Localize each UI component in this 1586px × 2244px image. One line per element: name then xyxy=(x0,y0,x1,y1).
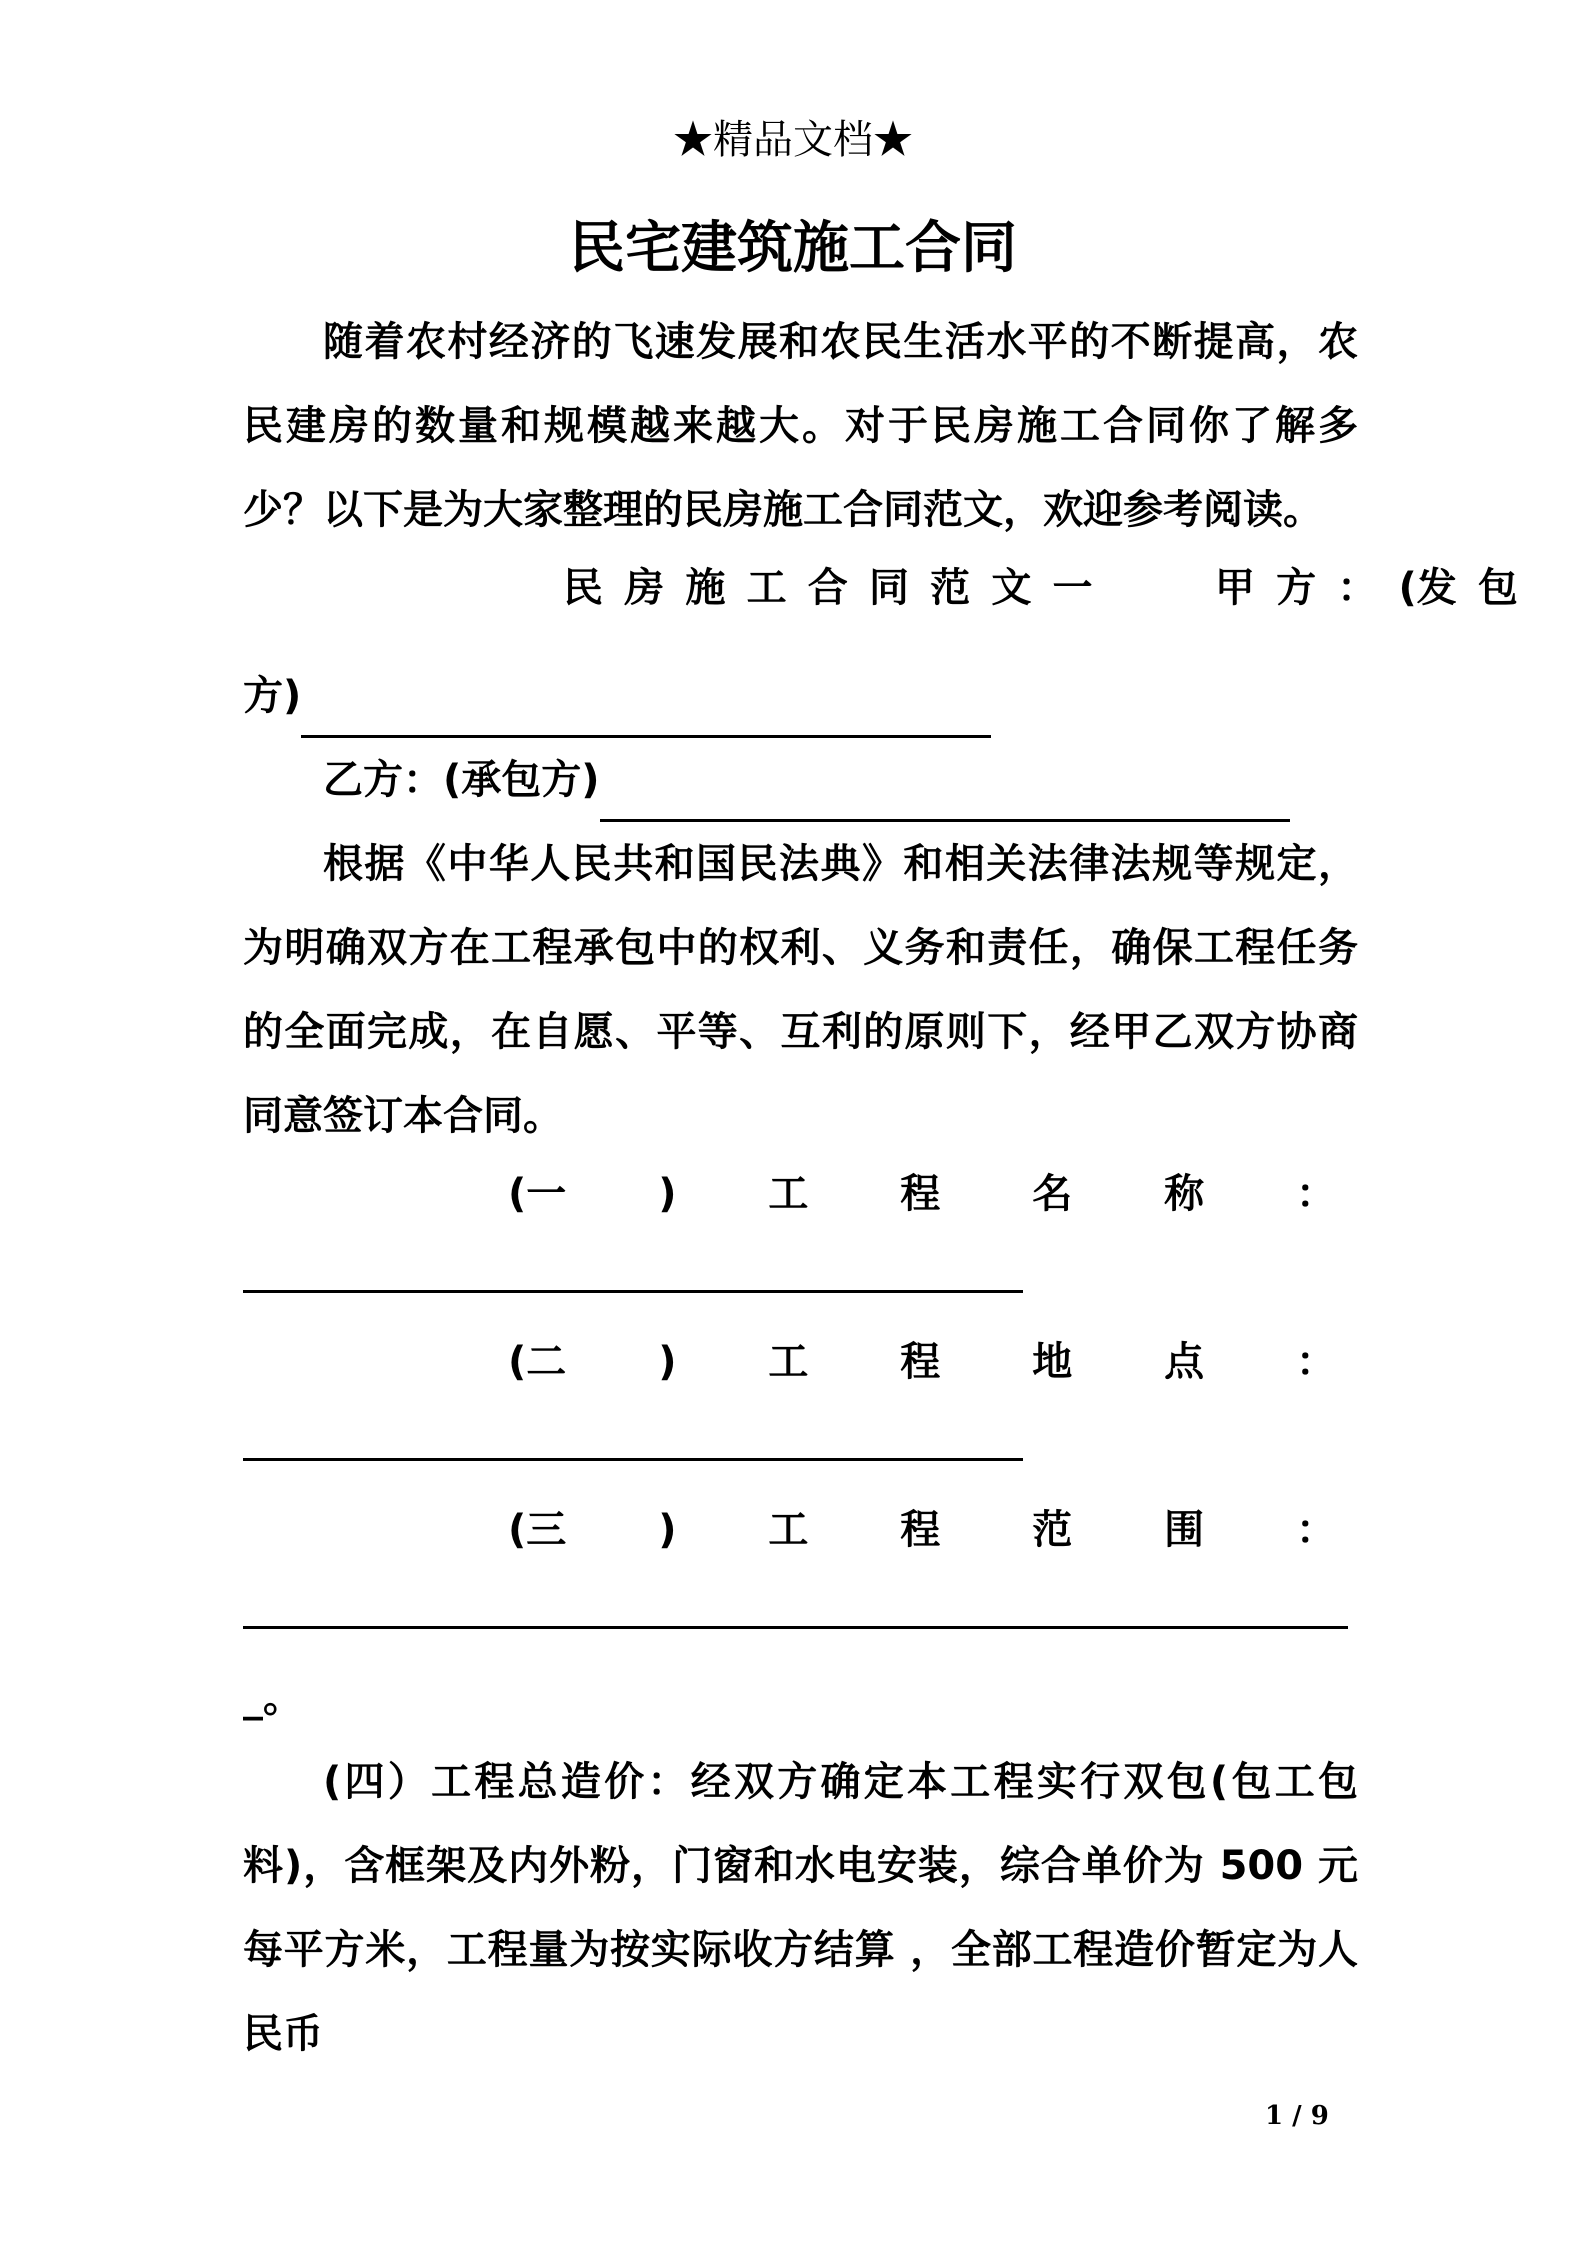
item-colon: ： xyxy=(1296,1507,1336,1553)
sample-heading-row xyxy=(403,546,1518,630)
heading-char: 施 xyxy=(685,565,726,611)
heading-char: 工 xyxy=(746,565,787,611)
heading-char: 包 xyxy=(1477,565,1518,611)
heading-char: 范 xyxy=(930,565,971,611)
item-heading-1 xyxy=(508,1152,1336,1236)
item-char: 程 xyxy=(900,1171,941,1217)
basis-paragraph: 根据《中华人民共和国民法典》和相关法律法规等规定，为明确双方在工程承包中的权利、义务和责任，确保工程任务的全面完成，在自愿、平等、互利的原则下，经甲乙双方协商同意签订本合同。 xyxy=(243,841,1358,1139)
item-char: 地 xyxy=(1032,1339,1073,1385)
cost-paragraph: (四）工程总造价：经双方确定本工程实行双包(包工包料)，含框架及内外粉，门窗和水电安装，综合单价为 500 元每平方米，工程量为按实际收方结算 ，全部工程造价暂定为人民币 xyxy=(243,1759,1358,2057)
item-char: 程 xyxy=(900,1507,941,1553)
item-char: 围 xyxy=(1164,1507,1205,1553)
item-1-blank xyxy=(243,1290,1023,1293)
intro-paragraph: 随着农村经济的飞速发展和农民生活水平的不断提高，农民建房的数量和规模越来越大。对于民房施工合同你了解多少？以下是为大家整理的民房施工合同范文，欢迎参考阅读。 xyxy=(243,319,1358,533)
heading-char: 甲 xyxy=(1214,565,1255,611)
item-number: (二 xyxy=(508,1339,567,1385)
party-a-label-end: 方) xyxy=(243,673,302,719)
party-b-blank xyxy=(600,773,1290,822)
heading-char: ： xyxy=(1337,565,1378,611)
item-paren: ) xyxy=(658,1171,677,1217)
heading-char: 一 xyxy=(1052,565,1093,611)
heading-char: 房 xyxy=(624,565,665,611)
heading-char: 民 xyxy=(563,565,603,611)
party-b-label: 乙方：(承包方) xyxy=(323,757,600,803)
item-number: (三 xyxy=(508,1507,567,1553)
item-char: 名 xyxy=(1032,1171,1073,1217)
heading-char: 文 xyxy=(991,565,1032,611)
item-colon: ： xyxy=(1296,1171,1336,1217)
heading-char: 合 xyxy=(807,565,848,611)
scope-end: _。 xyxy=(243,1675,303,1721)
document-banner: ★精品文档★ xyxy=(673,117,913,163)
item-paren: ) xyxy=(658,1507,677,1553)
item-number: (一 xyxy=(508,1171,567,1217)
item-paren: ) xyxy=(658,1339,677,1385)
party-a-continued xyxy=(243,654,991,738)
item-char: 程 xyxy=(900,1339,941,1385)
item-char: 工 xyxy=(768,1171,809,1217)
page-number: 1 / 9 xyxy=(1265,2101,1329,2131)
party-b-line xyxy=(323,738,1290,822)
item-heading-2 xyxy=(508,1320,1336,1404)
item-char: 称 xyxy=(1164,1171,1205,1217)
heading-char: (发 xyxy=(1398,565,1457,611)
item-heading-3 xyxy=(508,1488,1336,1572)
item-char: 工 xyxy=(768,1339,809,1385)
heading-char: 同 xyxy=(868,565,909,611)
item-colon: ： xyxy=(1296,1339,1336,1385)
item-char: 点 xyxy=(1164,1339,1205,1385)
item-3-blank xyxy=(243,1626,1348,1629)
item-2-blank xyxy=(243,1458,1023,1461)
party-a-blank xyxy=(301,689,991,738)
document-title: 民宅建筑施工合同 xyxy=(569,216,1017,281)
item-char: 工 xyxy=(768,1507,809,1553)
heading-char: 方 xyxy=(1276,565,1317,611)
heading-gap xyxy=(1114,546,1194,630)
item-char: 范 xyxy=(1032,1507,1073,1553)
